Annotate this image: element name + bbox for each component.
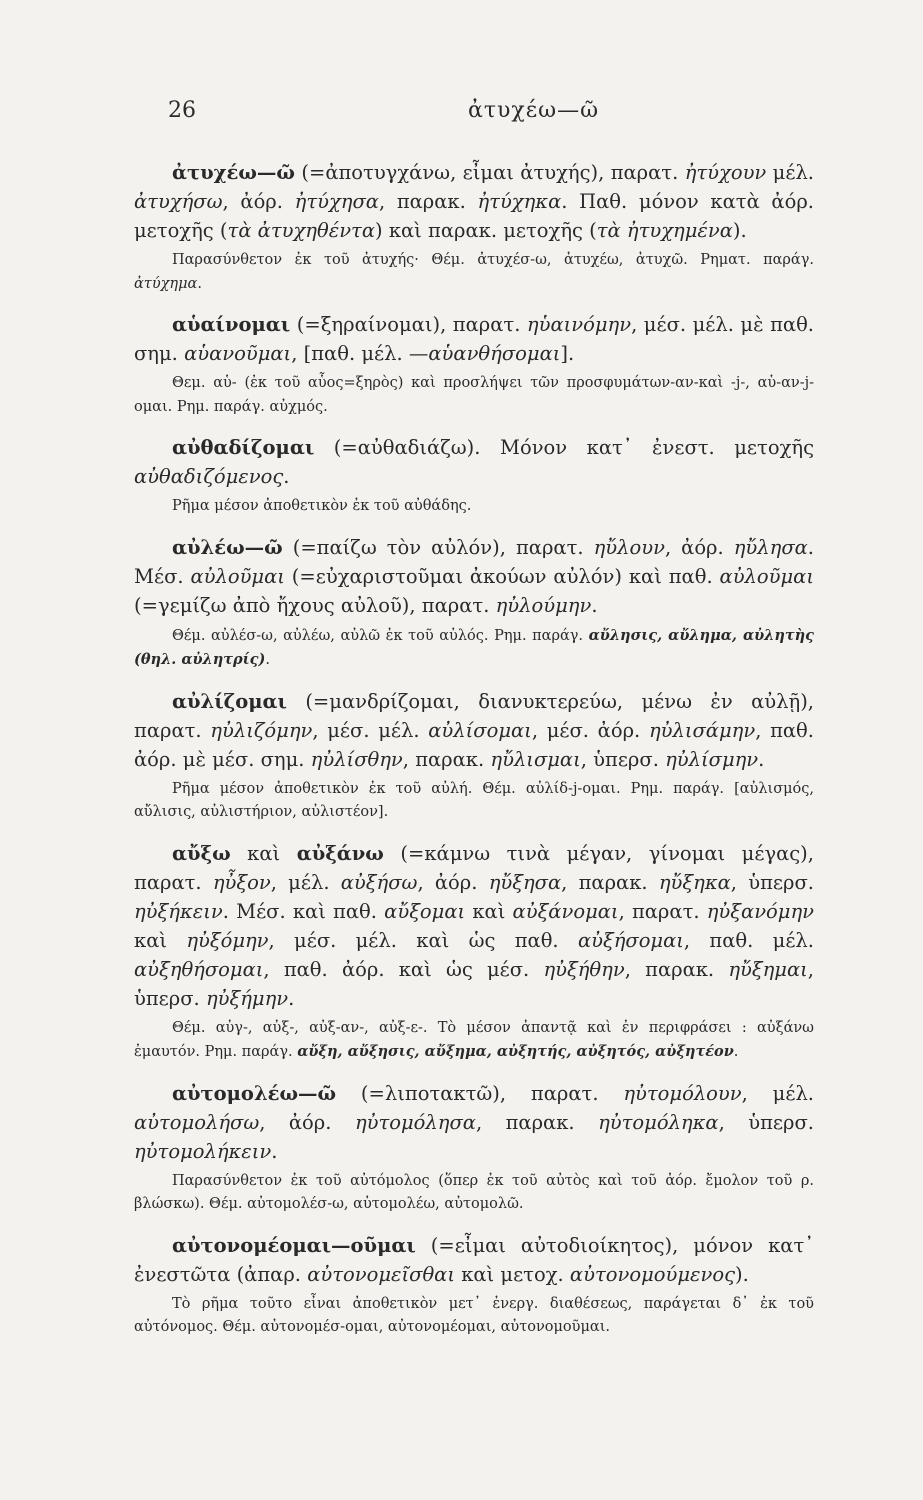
text-run: Παρασύνθετον ἐκ τοῦ ἀτυχής· Θέμ. ἀτυχέσ-ω, ἀτυχέω, ἀτυχῶ. Ρηματ. παράγ. xyxy=(172,252,814,268)
headword: αὐτονομέομαι—οῦμαι xyxy=(172,1233,416,1257)
verb-form: αὐτονομεῖσθαι xyxy=(307,1262,455,1286)
verb-form: αὐτομολήσω xyxy=(134,1110,260,1134)
text-run: (=ἀποτυγχάνω, εἶμαι ἀτυχής), παρατ. xyxy=(294,161,685,184)
derivative-list: αὔλησις, αὔλημα, αὐλητὴς (θηλ. αὐλητρίς) xyxy=(134,626,814,668)
verb-form: αὐτονομούμενος xyxy=(569,1262,735,1286)
text-run: Θεμ. αὑ- (ἐκ τοῦ αὗος=ξηρὸς) καὶ προσλήψει τῶν προσφυμάτων-αν-καὶ -j-, αὑ-αν-j-ομαι. Ρημ. παράγ. αὐχμός. xyxy=(134,375,814,415)
dictionary-entry xyxy=(134,1079,814,1217)
text-run: , παρατ. xyxy=(618,899,707,923)
text-run: ). xyxy=(732,219,747,242)
text-run: . xyxy=(288,986,295,1010)
verb-form: ηὐξανόμην xyxy=(706,899,814,923)
text-run: . xyxy=(758,747,765,771)
headword: αὑαίνομαι xyxy=(172,313,291,336)
text-run: , ἀόρ. xyxy=(417,870,489,894)
verb-form: αὑανοῦμαι xyxy=(184,342,292,365)
headword: αὐτομολέω—ῶ xyxy=(172,1081,337,1105)
verb-form: ἀτύχημα xyxy=(134,275,198,292)
verb-form: αὔξομαι xyxy=(384,899,466,923)
text-run: καὶ μετοχ. xyxy=(455,1262,570,1286)
entry-definition xyxy=(134,158,814,245)
verb-form: ηὐλίσμην xyxy=(665,747,759,771)
text-run: , παρακ. xyxy=(561,870,659,894)
text-run: καὶ xyxy=(230,841,297,865)
text-run: . Μέσ. xyxy=(134,535,814,588)
entry-definition xyxy=(134,533,814,620)
text-run: , ὑπερσ. xyxy=(580,747,666,771)
page-number: 26 xyxy=(168,98,196,123)
text-run: Τὸ ρῆμα τοῦτο εἶναι ἀποθετικὸν μετ᾿ ἐνεργ. διαθέσεως, παράγεται δ᾿ ἐκ τοῦ αὐτόνομος. Θέμ. αὐτονομέσ-ομαι, αὐτονομέομαι, αὐτονομοῦμαι. xyxy=(134,1295,814,1335)
text-run: , μέσ. μέλ. xyxy=(312,718,429,742)
text-run: , παρακ. xyxy=(402,747,491,771)
verb-form: ηὔλησα xyxy=(733,535,808,559)
verb-form: αὐλοῦμαι xyxy=(719,564,814,588)
verb-form: ἠτύχησα xyxy=(294,190,379,213)
dictionary-entry xyxy=(134,433,814,519)
verb-form: ηὐλίσθην xyxy=(310,747,403,771)
text-run: , ἀόρ. xyxy=(259,1110,355,1134)
verb-form: ηὔξημαι xyxy=(728,957,808,981)
headword: αὐθαδίζομαι xyxy=(172,436,315,459)
dictionary-entry xyxy=(134,687,814,825)
text-run: καὶ xyxy=(134,928,187,952)
text-run: (=παίζω τὸν αὐλόν), παρατ. xyxy=(282,535,594,559)
text-run: , ὑπερσ. xyxy=(718,1110,814,1134)
entry-etymology-note xyxy=(134,778,814,825)
dictionary-entry xyxy=(134,839,814,1065)
verb-form: ἀτυχήσω xyxy=(134,190,223,213)
text-run: , ὑπερσ. xyxy=(134,957,814,1010)
headword: αὐλίζομαι xyxy=(172,689,287,713)
text-run: Θέμ. αὐγ-, αὐξ-, αὐξ-αν-, αὐξ-ε-. Τὸ μέσον ἀπαντᾷ καὶ ἐν περιφράσει : αὐξάνω ἐμαυτόν. Ρημ. παράγ. xyxy=(134,1019,814,1060)
text-run: (=γεμίζω ἀπὸ ἤχους αὐλοῦ), παρατ. xyxy=(134,593,496,617)
verb-form: ηὖξον xyxy=(212,870,271,894)
verb-form: ηὐτομόλουν xyxy=(623,1081,742,1105)
text-run: μέλ. xyxy=(766,161,814,184)
entry-definition xyxy=(134,839,814,1013)
entry-definition xyxy=(134,433,814,491)
entry-etymology-note xyxy=(134,1293,814,1340)
verb-form: αὐξήσομαι xyxy=(577,928,684,952)
verb-form: ηὐξήκειν xyxy=(134,899,223,923)
text-run: . xyxy=(591,593,598,617)
verb-form: ηὔλισμαι xyxy=(490,747,581,771)
verb-form: αὐλοῦμαι xyxy=(190,564,285,588)
text-run: καὶ xyxy=(465,899,513,923)
verb-form: αὐξάνομαι xyxy=(512,899,619,923)
entry-definition xyxy=(134,687,814,774)
text-run: , παρακ. xyxy=(475,1110,599,1134)
text-run: , ἀόρ. xyxy=(222,190,295,213)
text-run: (=μανδρίζομαι, διανυκτερεύω, μένω ἐν αὐλῇ), παρατ. xyxy=(134,689,814,742)
headword: αὐξάνω xyxy=(296,841,384,865)
verb-form: τὰ ἠτυχημένα xyxy=(596,219,733,242)
text-run: (=εὐχαριστοῦμαι ἀκούων αὐλόν) καὶ παθ. xyxy=(284,564,720,588)
text-run: , μέλ. xyxy=(270,870,341,894)
text-run: , παρακ. xyxy=(624,957,729,981)
headword: ἀτυχέω—ῶ xyxy=(172,161,295,184)
text-run: , παθ. ἀόρ. μὲ μέσ. σημ. xyxy=(134,718,814,771)
text-run: , παρακ. xyxy=(378,190,478,213)
text-run: , μέσ. ἀόρ. xyxy=(531,718,649,742)
text-run: . xyxy=(271,1139,278,1163)
verb-form: ηὐτομόληκα xyxy=(598,1110,719,1134)
text-run: . xyxy=(283,465,290,488)
text-run: Ρῆμα μέσον ἀποθετικὸν ἐκ τοῦ αὐλή. Θέμ. αὐλίδ-j-ομαι. Ρημ. παράγ. [αὐλισμός, αὔλισις, αὐλιστήριον, αὐλιστέον]. xyxy=(134,780,814,820)
text-run: Παρασύνθετον ἐκ τοῦ αὐτόμολος (ὅπερ ἐκ τοῦ αὐτὸς καὶ τοῦ ἀόρ. ἔμολον τοῦ ρ. βλώσκω). Θέμ. αὐτομολέσ-ω, αὐτομολέω, αὐτομολῶ. xyxy=(134,1172,814,1212)
verb-form: ηὐξήμην xyxy=(205,986,289,1010)
text-run: ) καὶ παρακ. μετοχῆς ( xyxy=(375,219,597,242)
dictionary-entry xyxy=(134,1231,814,1340)
text-run: ]. xyxy=(560,342,575,365)
entry-etymology-note xyxy=(134,624,814,673)
headword: αὔξω xyxy=(172,841,231,865)
verb-form: αὑανθήσομαι xyxy=(428,342,561,365)
text-run: , [παθ. μέλ. — xyxy=(291,342,429,365)
text-run: . xyxy=(265,652,270,668)
verb-form: ηὐλούμην xyxy=(495,593,592,617)
text-run: , ἀόρ. xyxy=(664,535,734,559)
text-run: , ὑπερσ. xyxy=(730,870,814,894)
text-run: . Μέσ. καὶ παθ. xyxy=(222,899,385,923)
text-run: ). xyxy=(735,1262,749,1286)
entry-etymology-note xyxy=(134,372,814,419)
text-run: Ρῆμα μέσον ἀποθετικὸν ἐκ τοῦ αὐθάδης. xyxy=(172,498,472,514)
text-run: Θέμ. αὐλέσ-ω, αὐλέω, αὐλῶ ἐκ τοῦ αὐλός. Ρημ. παράγ. xyxy=(172,627,589,644)
entry-etymology-note xyxy=(134,1170,814,1217)
text-run: (=λιποτακτῶ), παρατ. xyxy=(336,1081,624,1105)
text-run: (=εἶμαι αὐτοδιοίκητος), μόνον κατ᾿ ἐνεστῶτα (ἀπαρ. xyxy=(134,1233,814,1286)
text-run: (=αὐθαδιάζω). Μόνον κατ᾿ ἐνεστ. μετοχῆς xyxy=(314,436,814,459)
text-run: , μέσ. μέλ. μὲ παθ. σημ. xyxy=(134,313,815,365)
page-header xyxy=(168,98,823,138)
entry-definition xyxy=(134,1079,814,1166)
verb-form: ἠτύχηκα xyxy=(477,190,562,213)
verb-form: ηὐξήθην xyxy=(543,957,625,981)
dictionary-entry xyxy=(134,310,814,419)
entry-definition xyxy=(134,1231,814,1289)
entry-etymology-note xyxy=(134,1017,814,1065)
verb-form: αὐξηθήσομαι xyxy=(134,957,264,981)
text-run: , μέλ. xyxy=(741,1081,814,1105)
running-head: ἀτυχέω—ῶ xyxy=(468,98,600,123)
entry-etymology-note xyxy=(134,495,814,519)
derivative-list: αὔξη, αὔξησις, αὔξημα, αὐξητής, αὐξητός, αὐξητέον xyxy=(297,1043,734,1060)
verb-form: ηὔλουν xyxy=(593,535,665,559)
text-run: , παθ. μέλ. xyxy=(683,928,814,952)
verb-form: ηὔξηκα xyxy=(658,870,731,894)
verb-form: ηὐλισάμην xyxy=(648,718,756,742)
text-run: (=ξηραίνομαι), παρατ. xyxy=(290,313,527,336)
text-run: . xyxy=(197,275,202,292)
verb-form: ηὔξησα xyxy=(488,870,562,894)
verb-form: ηὑαινόμην xyxy=(526,313,632,336)
text-run: , παθ. ἀόρ. καὶ ὡς μέσ. xyxy=(263,957,544,981)
verb-form: τὰ ἀτυχηθέντα xyxy=(227,219,376,242)
text-run: (=κάμνω τινὰ μέγαν, γίνομαι μέγας), παρατ. xyxy=(134,841,814,894)
entry-etymology-note xyxy=(134,249,814,296)
verb-form: αὐξήσω xyxy=(340,870,418,894)
dictionary-entries xyxy=(134,158,814,1354)
headword: αὐλέω—ῶ xyxy=(172,535,283,559)
text-run: . xyxy=(733,1044,739,1060)
verb-form: αὐλίσομαι xyxy=(428,718,532,742)
dictionary-entry xyxy=(134,158,814,296)
verb-form: ηὐξόμην xyxy=(186,928,269,952)
dictionary-entry xyxy=(134,533,814,673)
entry-definition xyxy=(134,310,814,368)
text-run: . Παθ. μόνον κατὰ ἀόρ. μετοχῆς ( xyxy=(134,190,814,242)
verb-form: ηὐλιζόμην xyxy=(210,718,313,742)
text-run: , μέσ. μέλ. καὶ ὡς παθ. xyxy=(268,928,578,952)
verb-form: ηὐτομόλησα xyxy=(354,1110,476,1134)
verb-form: ηὐτομολήκειν xyxy=(134,1139,272,1163)
verb-form: αὐθαδιζόμενος xyxy=(134,465,284,488)
verb-form: ἠτύχουν xyxy=(684,161,767,184)
